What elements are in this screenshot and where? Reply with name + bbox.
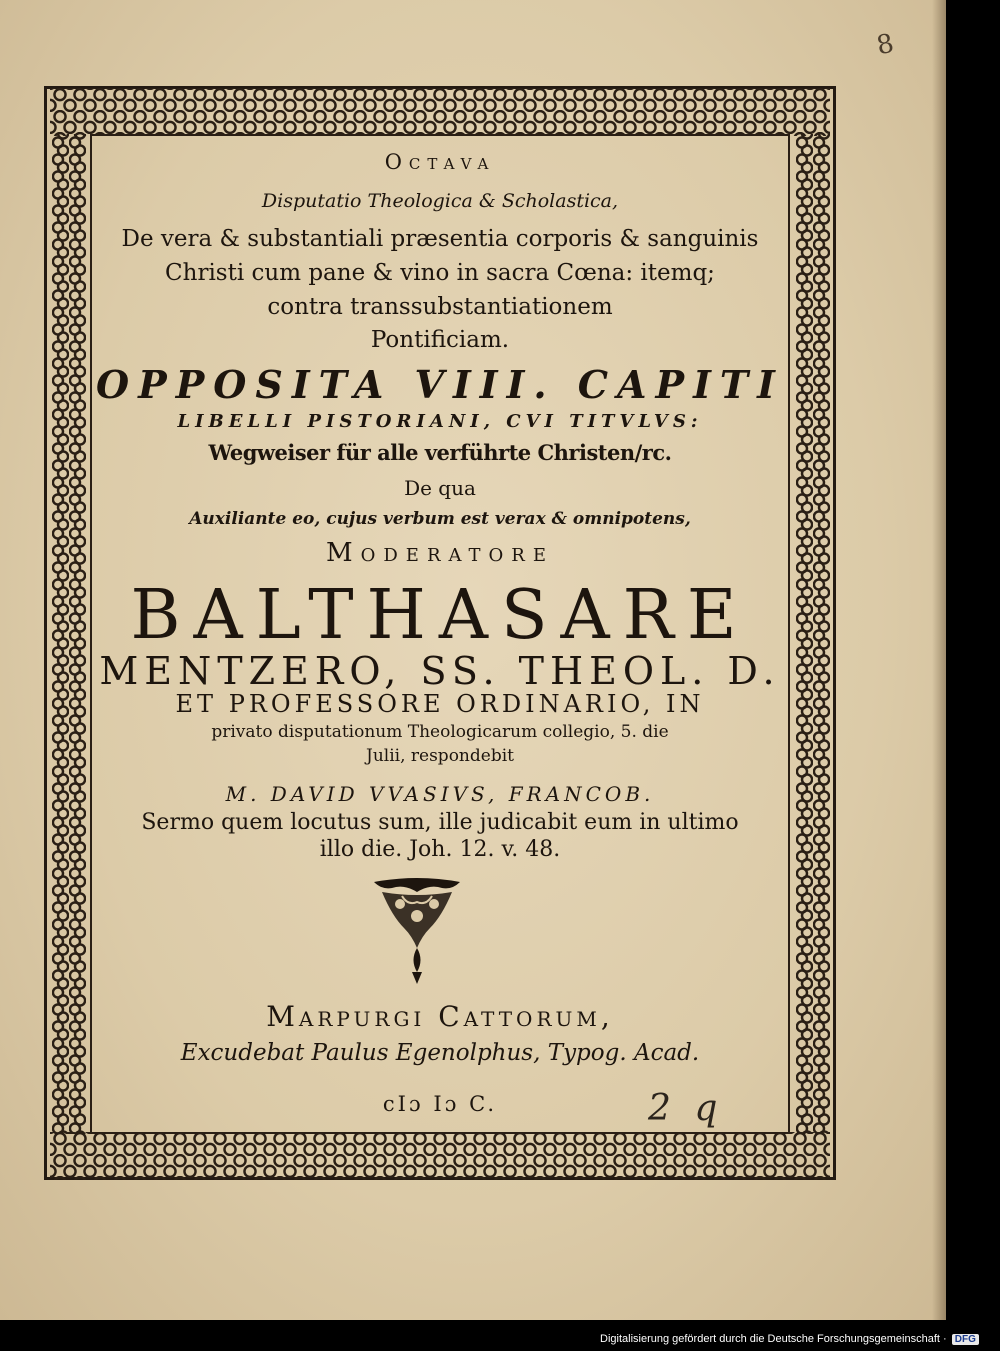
respondebit-line: Julii, respondebit <box>366 746 514 766</box>
author-surname-line: MENTZERO, SS. THEOL. D. <box>99 649 781 693</box>
footer-text: Digitalisierung gefördert durch die Deutsche Forschungsgemeinschaft · <box>600 1333 947 1345</box>
subject-line-2: Christi cum pane & vino in sacra Cœna: itemq; <box>165 260 715 286</box>
imprint-year: cIɔ Iɔ C. <box>382 1092 498 1116</box>
top-ornamental-border <box>50 88 830 136</box>
left-ornamental-border <box>52 134 86 1134</box>
subject-line-1: De vera & substantiali præsentia corporis & sanguinis <box>121 226 759 252</box>
bottom-ornamental-border <box>50 1132 830 1180</box>
auxiliante-line: Auxiliante eo, cujus verbum est verax & omnipotens, <box>189 509 691 529</box>
right-ornamental-border <box>796 134 830 1134</box>
wegweiser-line: Wegweiser für alle verführte Christen/rc. <box>208 440 672 465</box>
collegio-line: privato disputationum Theologicarum collegio, 5. die <box>211 722 669 742</box>
moderatore-line: Moderatore <box>326 538 554 568</box>
author-first-name: BALTHASARE <box>130 576 750 655</box>
libelli-line: LIBELLI PISTORIANI, CVI TITVLVS: <box>177 411 703 432</box>
subject-line-3: contra transsubstantiationem <box>267 294 613 320</box>
professor-line: ET PROFESSORE ORDINARIO, IN <box>175 690 705 718</box>
opposita-heading: OPPOSITA VIII. CAPITI <box>96 362 784 407</box>
scripture-line-2: illo die. Joh. 12. v. 48. <box>319 837 561 862</box>
dfg-logo: DFG <box>952 1334 979 1345</box>
printers-ornament-icon <box>372 876 462 986</box>
imprint-printer: Excudebat Paulus Egenolphus, Typog. Acad. <box>180 1040 700 1066</box>
disputatio-line: Disputatio Theologica & Scholastica, <box>261 190 619 212</box>
funding-footer <box>600 1333 1000 1351</box>
de-qua-line: De qua <box>404 476 476 500</box>
corner-annotation: 8 <box>874 28 897 62</box>
handwritten-shelf-number: 2 q <box>648 1088 724 1129</box>
scripture-line-1: Sermo quem locutus sum, ille judicabit eum in ultimo <box>141 810 739 835</box>
respondent-line: M. DAVID VVASIVS, FRANCOB. <box>225 782 655 806</box>
heading-octava: Octava <box>384 150 496 174</box>
subject-line-4: Pontificiam. <box>370 327 510 353</box>
imprint-place: Marpurgi Cattorum, <box>266 1000 614 1033</box>
